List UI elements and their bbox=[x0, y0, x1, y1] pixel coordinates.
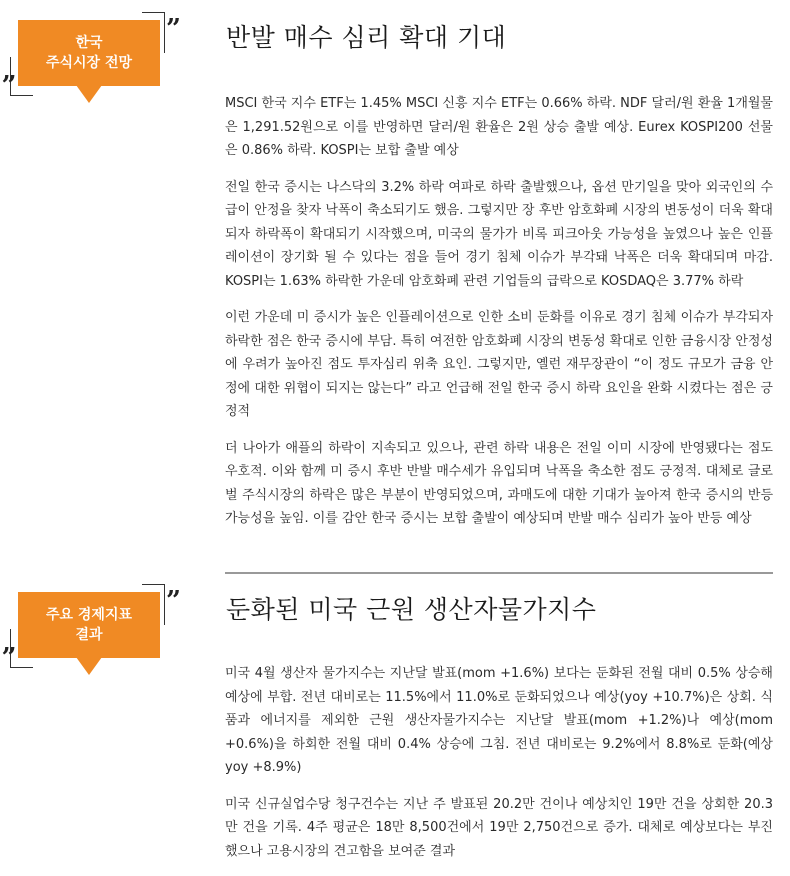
section-heading: 반발 매수 심리 확대 기대 bbox=[226, 23, 507, 52]
paragraph: MSCI 한국 지수 ETF는 1.45% MSCI 신흥 지수 ETF는 0.66% 하락. NDF 달러/원 환율 1개월물은 1,291.52원으로 이를 반영하면 달러/원 환율은 2원 상승 출발 예상. Eurex KOSPI200 선물은 0.86% 하락. KOSPI는 보합 출발 예상 bbox=[225, 96, 773, 158]
paragraph: 전일 한국 증시는 나스닥의 3.2% 하락 여파로 하락 출발했으나, 옵션 만기일을 맞아 외국인의 수급이 안정을 찾자 낙폭이 축소되기도 했음. 그렇지만 장 후반 암호화폐 시장의 변동성이 더욱 확대되자 하락폭이 확대되기 시작했으며, 미국의 물가가 비록 피크아웃 가능성을 높였으나 높은 인플레이션이 장기화 될 수 있다는 점을 들어 경기 침체 이슈가 부각돼 낙폭은 더욱 확대되며 마감. KOSPI는 1.63% 하락한 가운데 암호화폐 관련 기업들의 급락으로 KOSDAQ은 3.77% 하락 bbox=[225, 179, 773, 289]
badge-pointer bbox=[76, 657, 102, 675]
section-badge bbox=[2, 584, 185, 684]
section-economic-indicators bbox=[0, 572, 790, 862]
section-body bbox=[225, 92, 773, 544]
section-badge bbox=[2, 12, 185, 112]
badge-pointer bbox=[76, 85, 102, 103]
section-heading: 둔화된 미국 근원 생산자물가지수 bbox=[226, 595, 597, 624]
paragraph: 더 나아가 애플의 하락이 지속되고 있으나, 관련 하락 내용은 전일 이미 시장에 반영됐다는 점도 우호적. 이와 함께 미 증시 후반 반발 매수세가 유입되며 낙폭을 축소한 점도 긍정적. 대체로 글로벌 주식시장의 하락은 많은 부분이 반영되었으며, 과매도에 대한 기대가 높아져 한국 증시의 반등 가능성을 높임. 이를 감안 한국 증시는 보합 출발이 예상되며 반발 매수 심리가 높아 반등 예상 bbox=[225, 440, 773, 526]
section-body bbox=[225, 662, 773, 876]
paragraph: 미국 신규실업수당 청구건수는 지난 주 발표된 20.2만 건이나 예상치인 19만 건을 상회한 20.3만 건을 기록. 4주 평균은 18만 8,500건에서 19만 2,750건으로 증가. 대체로 예상보다는 부진 했으나 고용시장의 견고함을 보여준 결과 bbox=[225, 796, 773, 859]
badge-label bbox=[18, 20, 160, 86]
badge-line-2: 결과 bbox=[75, 627, 103, 643]
close-quote-icon: ” bbox=[166, 14, 181, 44]
badge-label bbox=[18, 592, 160, 658]
paragraph: 이런 가운데 미 증시가 높은 인플레이션으로 인한 소비 둔화를 이유로 경기 침체 이슈가 부각되자 하락한 점은 한국 증시에 부담. 특히 여전한 암호화폐 시장의 변동성 확대로 인한 금융시장 안정성에 우려가 높아진 점도 투자심리 위축 요인. 그렇지만, 옐런 재무장관이 “이 정도 규모가 금융 안정에 대한 위협이 되지는 않는다” 라고 언급해 전일 한국 증시 하락 요인을 완화 시켰다는 점은 긍정적 bbox=[225, 310, 773, 419]
paragraph: 미국 4월 생산자 물가지수는 지난달 발표(mom +1.6%) 보다는 둔화된 전월 대비 0.5% 상승해 예상에 부합. 전년 대비로는 11.5%에서 11.0%로 둔화되었으나 예상(yoy +10.7%)은 상회. 식품과 에너지를 제외한 근원 생산자물가지수는 지난달 발표(mom +1.2%)나 예상(mom +0.6%)을 하회한 전월 대비 0.4% 상승에 그침. 전년 대비로는 9.2%에서 8.8%로 둔화(예상 yoy +8.9%) bbox=[225, 666, 773, 775]
open-quote-icon: „ bbox=[2, 56, 17, 86]
section-divider bbox=[225, 572, 773, 574]
badge-line-2: 주식시장 전망 bbox=[45, 55, 133, 71]
open-quote-icon: „ bbox=[2, 628, 17, 658]
badge-line-1: 주요 경제지표 bbox=[45, 607, 133, 623]
close-quote-icon: ” bbox=[166, 586, 181, 616]
badge-line-1: 한국 bbox=[75, 35, 103, 51]
